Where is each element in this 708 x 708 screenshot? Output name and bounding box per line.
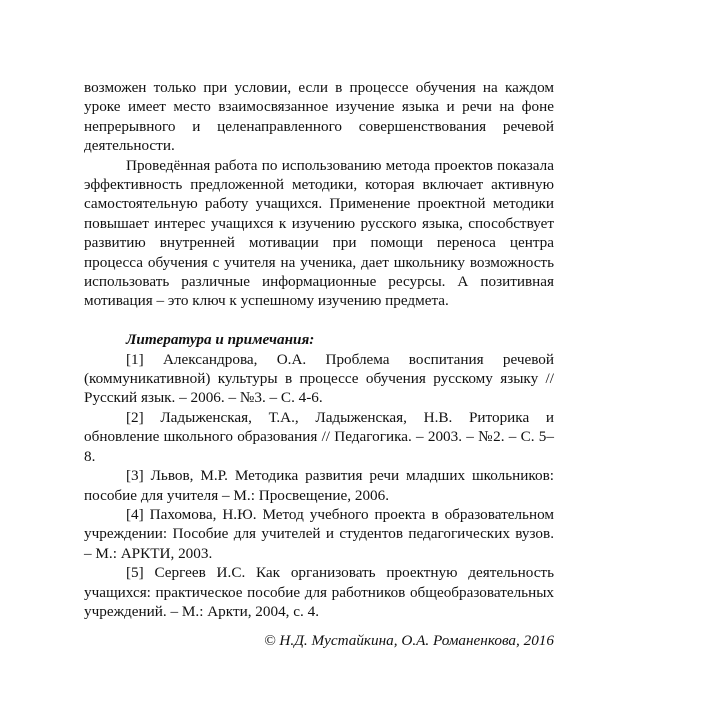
reference-item-5: [5] Сергеев И.С. Как организовать проектную деятельность учащихся: практическое пособие для работников общеобразовательных учреждений. – М.: Аркти, 2004, с. 4. bbox=[84, 564, 554, 620]
reference-list bbox=[84, 350, 554, 622]
reference-item-3: [3] Львов, М.Р. Методика развития речи младших школьников: пособие для учителя – М.: Просвещение, 2006. bbox=[84, 467, 554, 504]
reference-item-2: [2] Ладыженская, Т.А., Ладыженская, Н.В. Риторика и обновление школьного образования // Педагогика. – 2003. – №2. – С. 5–8. bbox=[84, 408, 554, 465]
copyright-line: © Н.Д. Мустайкина, О.А. Романенкова, 2016 bbox=[264, 632, 554, 650]
body-paragraph-conclusion: Проведённая работа по использованию метода проектов показала эффективность предложенной методики, которая включает активную самостоятельную работу учащихся. Применение проектной методики повышает интерес учащихся к изучению русского языка, способствует развитию внутренней мотивации при помощи переноса центра процесса обучения с учителя на ученика, дает школьнику возможность использовать различные информационные ресурсы. А позитивная мотивация – это ключ к успешному изучению предмета. bbox=[84, 156, 554, 310]
reference-item-4: [4] Пахомова, Н.Ю. Метод учебного проекта в образовательном учреждении: Пособие для учителей и студентов педагогических вузов. – М.: АРКТИ, 2003. bbox=[84, 505, 554, 562]
body-paragraph-continuation: возможен только при условии, если в процессе обучения на каждом уроке имеет место взаимосвязанное изучение языка и речи на фоне непрерывного и целенаправленного совершенствования речевой деятельности. bbox=[84, 79, 554, 155]
literature-heading: Литература и примечания: bbox=[126, 331, 315, 349]
document-page bbox=[84, 78, 554, 651]
reference-item-1: [1] Александрова, О.А. Проблема воспитания речевой (коммуникативной) культуры в процессе обучения русскому языку // Русский язык. – 2006. – №3. – С. 4-6. bbox=[84, 350, 554, 407]
section-gap bbox=[84, 311, 554, 330]
